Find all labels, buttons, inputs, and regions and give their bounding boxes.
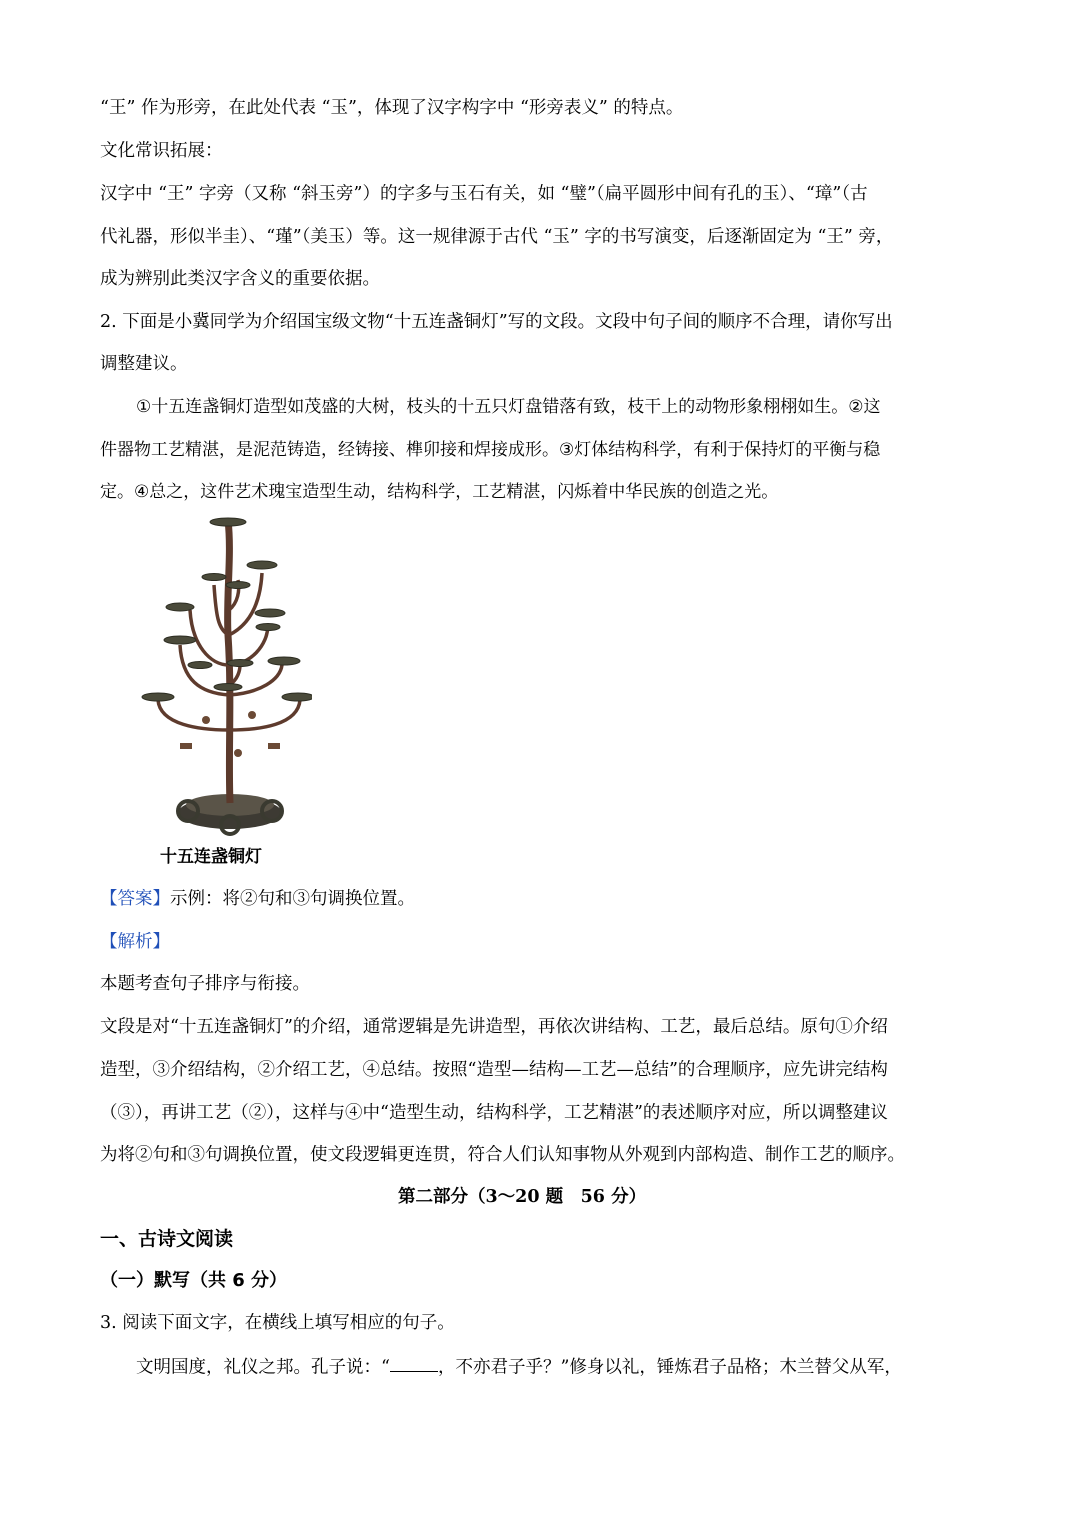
- part-heading: 第二部分（3～20 题 56 分）: [398, 1187, 647, 1207]
- text-line: 为将②句和③句调换位置，使文段逻辑更连贯，符合人们认知事物从外观到内部构造、制作工艺的顺序。: [100, 1145, 905, 1165]
- answer-tag: 【答案】: [100, 889, 170, 909]
- fill-blank[interactable]: [390, 1353, 438, 1372]
- text-line: （③），再讲工艺（②），这样与④中“造型生动，结构科学，工艺精湛”的表述顺序对应，所以调整建议: [100, 1103, 888, 1123]
- question-3: 3. 阅读下面文字，在横线上填写相应的句子。: [100, 1313, 455, 1333]
- text-line: 汉字中 “王” 字旁（又称 “斜玉旁”）的字多与玉石有关，如 “璧”（扁平圆形中间有孔的玉）、“璋”（古: [100, 184, 868, 204]
- question-2: 2. 下面是小冀同学为介绍国宝级文物“十五连盏铜灯”写的文段。文段中句子间的顺序不合理，请你写出: [100, 312, 893, 332]
- answer-line: [100, 885, 415, 910]
- image-caption: 十五连盏铜灯: [160, 847, 262, 867]
- text-line: 代礼器，形似半圭）、“瑾”（美玉）等。这一规律源于古代 “玉” 字的书写演变，后逐渐固定为 “王” 旁，: [100, 227, 894, 247]
- question-3-passage: [136, 1353, 902, 1378]
- text-line: 造型，③介绍结构，②介绍工艺，④总结。按照“造型—结构—工艺—总结”的合理顺序，应先讲完结构: [100, 1060, 888, 1080]
- section-heading: 一、古诗文阅读: [100, 1228, 234, 1250]
- text-line: 成为辨别此类汉字含义的重要依据。: [100, 269, 380, 289]
- text-line: 文段是对“十五连盏铜灯”的介绍，通常逻辑是先讲造型，再依次讲结构、工艺，最后总结。原句①介绍: [100, 1017, 888, 1037]
- passage-text: 文明国度，礼仪之邦。孔子说：“: [136, 1357, 390, 1378]
- passage-line: 定。④总之，这件艺术瑰宝造型生动，结构科学，工艺精湛，闪烁着中华民族的创造之光。: [100, 482, 779, 502]
- subsection-heading: （一）默写（共 6 分）: [100, 1270, 288, 1291]
- answer-text: 示例：将②句和③句调换位置。: [170, 889, 415, 909]
- text-line: 文化常识拓展：: [100, 141, 223, 161]
- bronze-lamp-image: [140, 515, 312, 842]
- text-line: 调整建议。: [100, 354, 188, 374]
- text-line: “王” 作为形旁，在此处代表 “玉”，体现了汉字构字中 “形旁表义” 的特点。: [100, 98, 684, 118]
- analysis-tag: 【解析】: [100, 932, 170, 952]
- passage-line: ①十五连盏铜灯造型如茂盛的大树，枝头的十五只灯盘错落有致，枝干上的动物形象栩栩如生。②这: [136, 397, 881, 417]
- passage-line: 件器物工艺精湛，是泥范铸造，经铸接、榫卯接和焊接成形。③灯体结构科学，有利于保持灯的平衡与稳: [100, 440, 881, 460]
- passage-text: ，不亦君子乎？”修身以礼，锤炼君子品格；木兰替父从军，: [437, 1357, 902, 1378]
- text-line: 本题考查句子排序与衔接。: [100, 974, 310, 994]
